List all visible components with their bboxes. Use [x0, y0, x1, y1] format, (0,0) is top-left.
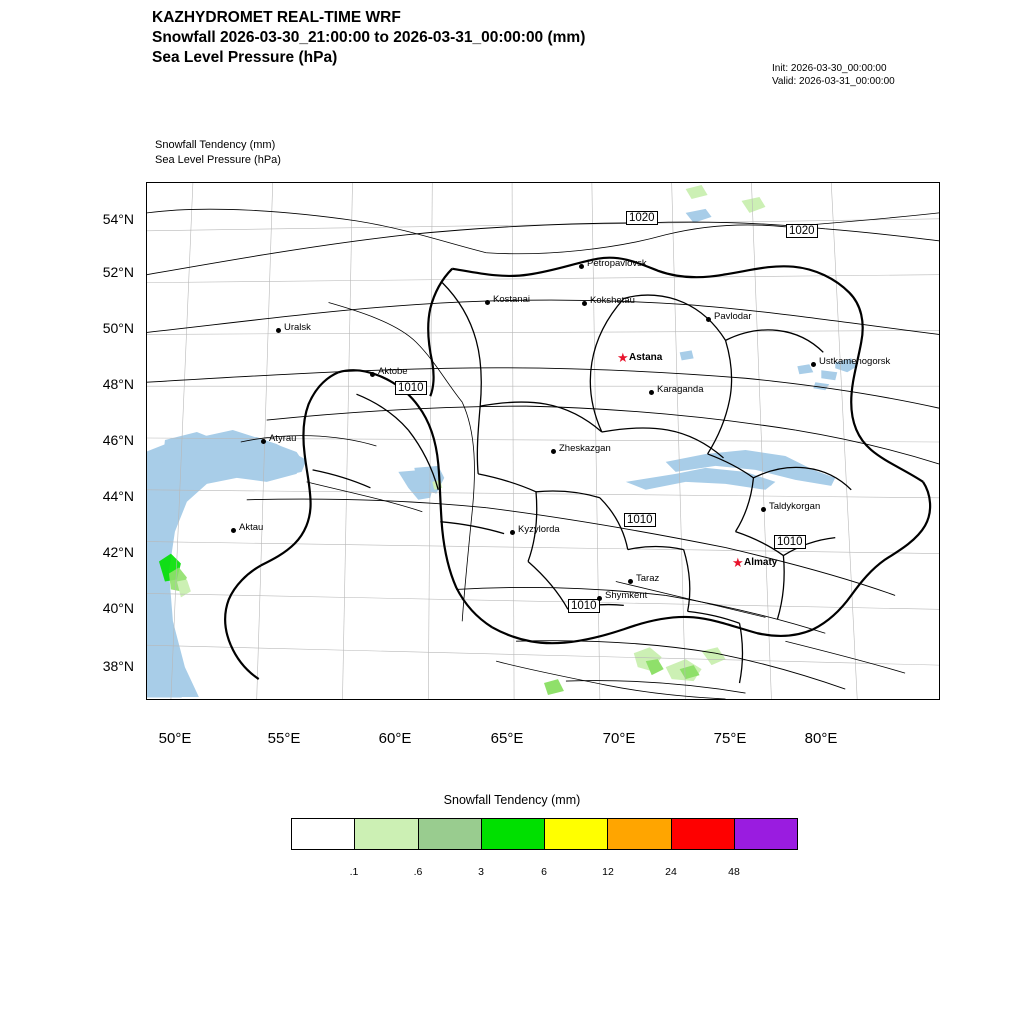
map-plot-area — [146, 182, 940, 700]
water-bodies — [147, 209, 857, 697]
city-dot — [276, 328, 281, 333]
field-legend-line-1: Snowfall Tendency (mm) — [155, 139, 276, 151]
colorbar-tick: 12 — [602, 866, 614, 878]
colorbar-swatch-5 — [608, 819, 671, 849]
colorbar-tick: 3 — [478, 866, 484, 878]
kazakhstan-border — [225, 258, 930, 679]
colorbar-swatch-1 — [355, 819, 418, 849]
lat-tick-46N: 46°N — [102, 432, 134, 448]
lon-tick-65E: 65°E — [490, 730, 524, 747]
city-label: Kokshetau — [590, 295, 635, 306]
city-dot — [551, 449, 556, 454]
city-dot — [706, 317, 711, 322]
colorbar-swatch-4 — [545, 819, 608, 849]
city-dot — [579, 264, 584, 269]
city-label: Aktobe — [378, 366, 408, 377]
lon-tick-50E: 50°E — [158, 730, 192, 747]
city-label: Aktau — [239, 522, 264, 533]
valid-time: Valid: 2026-03-31_00:00:00 — [772, 76, 895, 87]
capital-star-icon: ★ — [617, 350, 629, 365]
city-label: Taldykorgan — [769, 501, 821, 512]
lat-tick-44N: 44°N — [102, 488, 134, 504]
isobar-label: 1010 — [395, 381, 427, 395]
lat-tick-48N: 48°N — [102, 376, 134, 392]
city-label: Karaganda — [657, 384, 704, 395]
city-label: Atyrau — [269, 433, 297, 444]
colorbar-swatch-6 — [672, 819, 735, 849]
colorbar-tick: .1 — [349, 866, 359, 878]
capital-star-icon: ★ — [732, 555, 744, 570]
city-label: Pavlodar — [714, 311, 752, 322]
lat-tick-42N: 42°N — [102, 544, 134, 560]
lon-tick-75E: 75°E — [713, 730, 747, 747]
lat-tick-40N: 40°N — [102, 600, 134, 616]
isobar-label: 1010 — [568, 599, 600, 613]
city-dot — [510, 530, 515, 535]
field-legend — [155, 138, 281, 168]
city-dot — [231, 528, 236, 533]
lon-tick-70E: 70°E — [602, 730, 636, 747]
lat-tick-52N: 52°N — [102, 264, 134, 280]
title-line-2: Snowfall 2026-03-30_21:00:00 to 2026-03-31_00:00:00 (mm) — [152, 29, 586, 46]
city-label: Zheskazgan — [559, 443, 611, 454]
lon-tick-55E: 55°E — [267, 730, 301, 747]
lon-tick-60E: 60°E — [378, 730, 412, 747]
init-time: Init: 2026-03-30_00:00:00 — [772, 63, 887, 74]
city-label: Uralsk — [284, 322, 311, 333]
lat-tick-38N: 38°N — [102, 658, 134, 674]
isobar-label: 1020 — [626, 211, 658, 225]
city-label: Kostanai — [493, 294, 530, 305]
colorbar-title: Snowfall Tendency (mm) — [443, 793, 581, 807]
city-dot — [761, 507, 766, 512]
title-line-1: KAZHYDROMET REAL-TIME WRF — [152, 9, 401, 26]
lat-tick-50N: 50°N — [102, 320, 134, 336]
lat-tick-54N: 54°N — [102, 211, 134, 227]
capital-label: Astana — [629, 352, 663, 363]
colorbar-swatch-0 — [292, 819, 355, 849]
colorbar-ticks — [291, 866, 798, 882]
city-label: Kyzylorda — [518, 524, 560, 535]
city-dot — [628, 579, 633, 584]
city-label: Shymkent — [605, 590, 648, 601]
city-dot — [649, 390, 654, 395]
city-label: Taraz — [636, 573, 660, 584]
city-label: Ustkamenogorsk — [819, 356, 891, 367]
colorbar-swatch-7 — [735, 819, 797, 849]
field-legend-line-2: Sea Level Pressure (hPa) — [155, 154, 281, 166]
isobar-label: 1020 — [786, 224, 818, 238]
colorbar-tick: 48 — [728, 866, 740, 878]
colorbar-tick: 6 — [541, 866, 547, 878]
title-block — [152, 8, 585, 68]
colorbar-swatch-3 — [482, 819, 545, 849]
init-valid-block — [772, 62, 895, 88]
city-dot — [811, 362, 816, 367]
city-dot — [370, 372, 375, 377]
colorbar-swatch-2 — [419, 819, 482, 849]
city-label: Petropavlovsk — [587, 258, 647, 269]
colorbar-tick: .6 — [413, 866, 423, 878]
city-dot — [582, 301, 587, 306]
isobar-label: 1010 — [774, 535, 806, 549]
isobar-label: 1010 — [624, 513, 656, 527]
city-dot — [261, 439, 266, 444]
lon-tick-80E: 80°E — [804, 730, 838, 747]
title-line-3: Sea Level Pressure (hPa) — [152, 49, 338, 66]
capital-label: Almaty — [744, 557, 778, 568]
colorbar-tick: 24 — [665, 866, 677, 878]
colorbar — [291, 818, 798, 850]
city-dot — [485, 300, 490, 305]
city-dot — [597, 596, 602, 601]
